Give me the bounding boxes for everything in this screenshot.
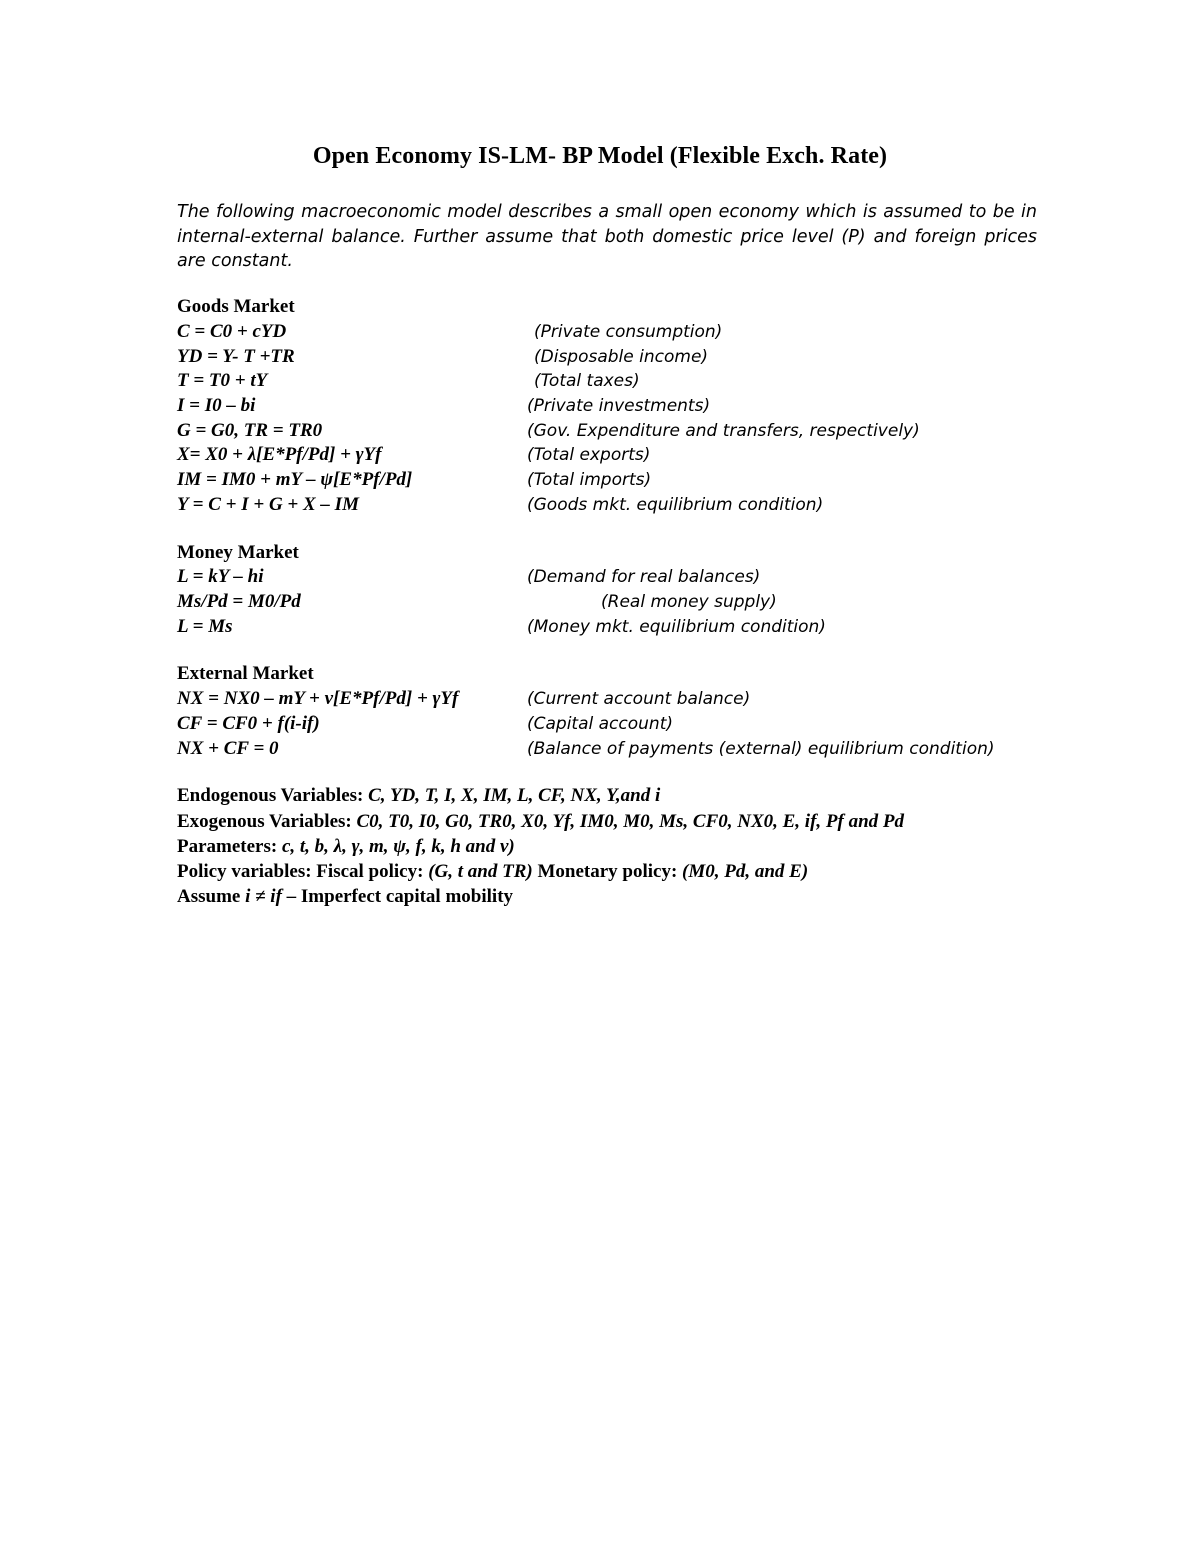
equation-description: (Real money supply) [601,592,777,612]
policy-label: Policy variables: Fiscal policy: [177,861,424,882]
equation: L = kY – hi [177,566,264,587]
equation-description: (Capital account) [527,714,674,734]
equation: L = Ms [177,616,233,637]
equation-description: (Demand for real balances) [527,567,761,587]
external-eq-row [177,688,1057,712]
goods-eq-row [177,346,1057,370]
equation: I = I0 – bi [177,395,256,416]
money-eq-row [177,566,1057,590]
equation: C = C0 + cYD [177,321,287,342]
exogenous-label: Exogenous Variables: [177,811,352,832]
equation-description: (Balance of payments (external) equilibrium condition) [527,739,995,759]
assume-value: i ≠ if [245,886,282,907]
exogenous-variables-line [177,811,904,833]
equation-description: (Gov. Expenditure and transfers, respectively) [527,421,920,441]
endogenous-variables-line [177,785,660,807]
external-eq-row [177,713,1057,737]
money-eq-row [177,616,1057,640]
equation-description: (Total imports) [527,470,652,490]
money-market-heading: Money Market [177,542,299,563]
goods-eq-row [177,395,1057,419]
external-eq-row [177,738,1057,762]
exogenous-value: C0, T0, I0, G0, TR0, X0, Yf, IM0, M0, Ms, CF0, NX0, E, if, Pf and Pd [356,811,905,832]
monetary-policy-value: (M0, Pd, and E) [682,861,809,882]
equation-description: (Private investments) [527,396,711,416]
equation: T = T0 + tY [177,370,268,391]
equation: Y = C + I + G + X – IM [177,494,359,515]
assumption-line [177,886,513,908]
goods-eq-row [177,370,1057,394]
equation: NX + CF = 0 [177,738,279,759]
goods-eq-row [177,420,1057,444]
goods-eq-row [177,469,1057,493]
policy-variables-line [177,861,808,883]
equation-description: (Disposable income) [534,347,709,367]
parameters-line [177,836,515,858]
equation-description: (Money mkt. equilibrium condition) [527,617,826,637]
money-eq-row [177,591,1057,615]
equation-description: (Total taxes) [534,371,640,391]
goods-eq-row [177,444,1057,468]
equation: YD = Y- T +TR [177,346,295,367]
goods-eq-row [177,321,1057,345]
equation: IM = IM0 + mY – ψ[E*Pf/Pd] [177,469,413,490]
equation-description: (Current account balance) [527,689,751,709]
goods-market-heading: Goods Market [177,296,295,317]
goods-eq-row [177,494,1057,518]
equation: NX = NX0 – mY + v[E*Pf/Pd] + γYf [177,688,459,709]
assume-tail: – Imperfect capital mobility [286,886,514,907]
endogenous-value: C, YD, T, I, X, IM, L, CF, NX, Y,and i [368,785,661,806]
monetary-policy-label: Monetary policy: [537,861,678,882]
equation-description: (Total exports) [527,445,651,465]
assume-label: Assume [177,886,241,907]
equation: Ms/Pd = M0/Pd [177,591,301,612]
endogenous-label: Endogenous Variables: [177,785,364,806]
external-market-heading: External Market [177,663,314,684]
intro-paragraph: The following macroeconomic model describes a small open economy which is assumed to be in internal-external balance. Further assume that both domestic price level (P) and foreign prices are constant. [177,202,1037,271]
equation: X= X0 + λ[E*Pf/Pd] + γYf [177,444,382,465]
document-title: Open Economy IS-LM- BP Model (Flexible Exch. Rate) [312,143,888,169]
parameters-label: Parameters: [177,836,278,857]
equation: G = G0, TR = TR0 [177,420,323,441]
parameters-value: c, t, b, λ, γ, m, ψ, f, k, h and v) [281,836,515,857]
equation-description: (Private consumption) [534,322,723,342]
equation-description: (Goods mkt. equilibrium condition) [527,495,824,515]
fiscal-policy-value: (G, t and TR) [428,861,533,882]
equation: CF = CF0 + f(i-if) [177,713,320,734]
